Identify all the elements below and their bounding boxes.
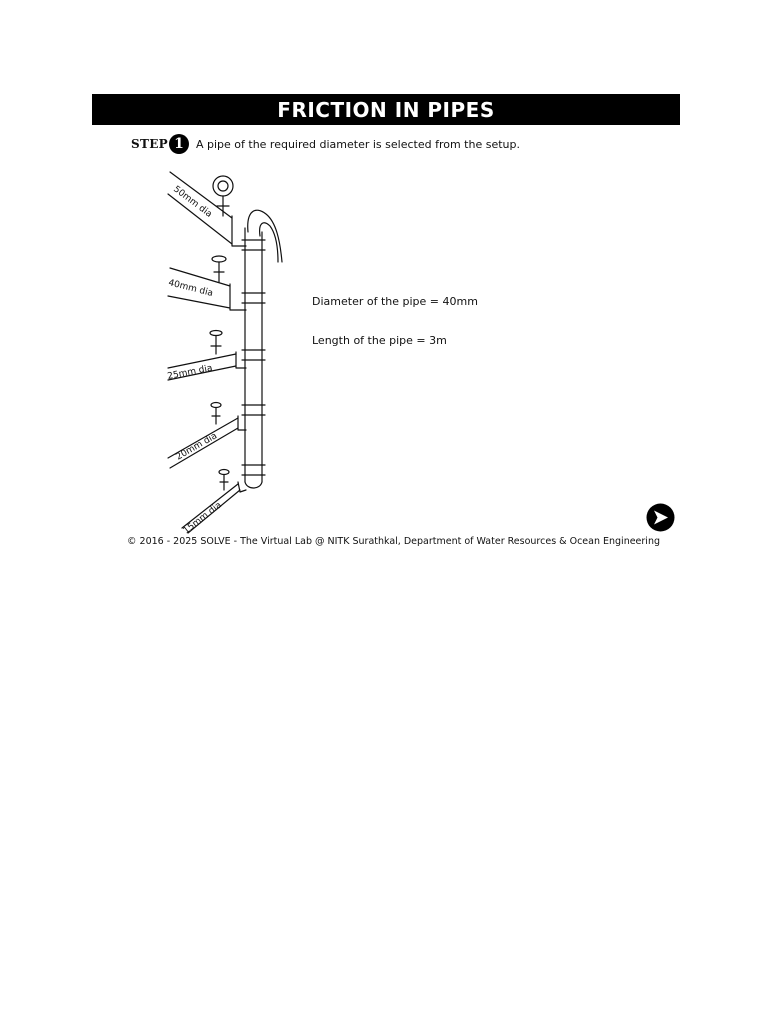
pipe-setup-illustration [160, 170, 300, 540]
step-text: A pipe of the required diameter is selected from the setup. [195, 137, 520, 151]
pipe-length-text: Length of the pipe = 3m [312, 334, 447, 347]
footer-copyright: © 2016 - 2025 SOLVE - The Virtual Lab @ NITK Surathkal, Department of Water Resources & Ocean Engineering [127, 536, 660, 547]
page-title: FRICTION IN PIPES [277, 97, 495, 122]
step-label: STEP [131, 137, 168, 151]
pipe-label-40mm: 40mm dia [167, 278, 214, 299]
pipe-label-15mm: 15mm dia [181, 500, 224, 537]
pipe-label-25mm: 25mm dia [166, 363, 214, 382]
page-title-bar [92, 94, 680, 125]
step-instruction [131, 133, 520, 155]
pipe-label-50mm: 50mm dia [171, 184, 214, 220]
step-number-badge: 1 [169, 134, 189, 154]
next-button[interactable] [646, 503, 675, 532]
pipe-label-20mm: 20mm dia [174, 431, 219, 463]
pipe-diameter-text: Diameter of the pipe = 40mm [312, 295, 478, 308]
next-arrow-icon [646, 503, 675, 532]
